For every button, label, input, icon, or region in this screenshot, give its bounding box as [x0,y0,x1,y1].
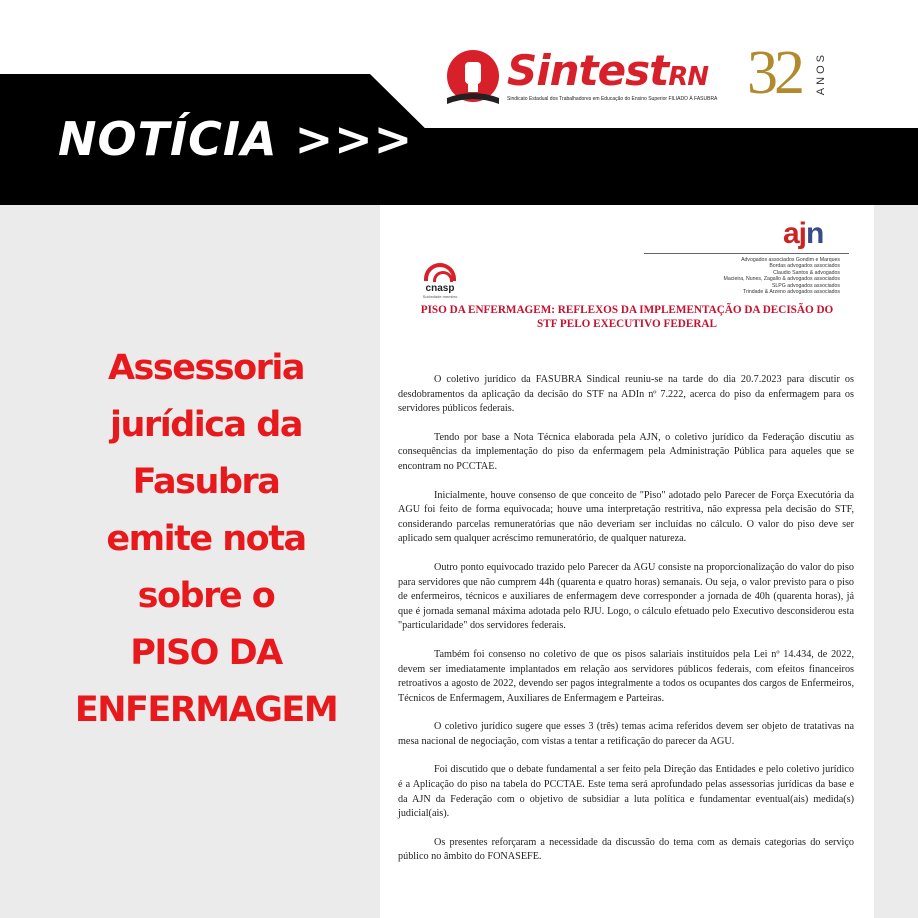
headline [0,340,412,739]
firm-name: Trindade & Arzeno advogados associados [743,289,840,296]
headline-line: Assessoria [107,348,305,388]
paragraph: O coletivo jurídico sugere que esses 3 (três) temas acima referidos devem ser objeto de tratativas na mesa nacional de negociação, com vistas a tentar a retificação do parecer da AGU. [398,721,854,747]
headline-line: ENFERMAGEM [74,690,338,730]
banner-label: NOTÍCIA >>> [58,112,414,166]
headline-line: Fasubra [132,462,280,502]
firm-name: Bordas advogados associados [769,263,840,270]
document-page [380,205,874,918]
firm-name: Macieira, Nunes, Zagallo & advogados associados [723,276,840,283]
anniversary-number: 32 [747,39,801,107]
cnasp-sub: Sociedade membro [422,294,458,299]
cnasp-logo [420,263,460,299]
headline-line: sobre o [137,576,275,616]
headline-line: jurídica da [110,405,302,445]
ajn-logo: ajn [783,217,824,250]
paragraph: Inicialmente, houve consenso de que conceito de "Piso" adotado pelo Parecer de Força Executória da AGU foi feito de forma equivocada; houve uma interpretação restritiva, não expressa pela decisão do STF, considerando parcelas remuneratórias que não deveriam ser incluídas no cálculo. O valor do piso deve ser aplicado sem qualquer acréscimo remuneratório, de qualquer natureza. [398,489,854,545]
ajn-divider [644,253,849,254]
logo-name: SintestRN [507,46,708,95]
document-title: PISO DA ENFERMAGEM: REFLEXOS DA IMPLEMENTAÇÃO DA DECISÃO DO STF PELO EXECUTIVO FEDERAL [420,304,834,330]
firm-name: SLPG advogados associados [771,282,840,289]
logo-suffix: RN [668,62,708,92]
paragraph: Outro ponto equivocado trazido pelo Parecer da AGU consiste na proporcionalização do valor do piso para servidores que não cumprem 44h (quarenta e quatro horas) semanais. Ou seja, o valor previsto para o piso de enfermeiros, técnicos e auxiliares de enfermagem deve corresponder a jornada de 40h (quarenta horas), já que é jornada semanal máxima adotada pelo RJU. Logo, o cálculo efetuado pelo Executivo desconsiderou esta "particularidade" dos servidores federais. [398,561,854,632]
firm-name: Claudio Santos & advogados [773,269,840,276]
headline-line: PISO DA [130,633,282,673]
anniversary-word: ANOS [815,52,827,96]
headline-line: emite nota [106,519,306,559]
cnasp-name: cnasp [425,283,455,294]
cnasp-arc-icon [424,263,456,281]
paragraph: Foi discutido que o debate fundamental a ser feito pela Direção das Entidades e pelo coletivo jurídico é a Aplicação do piso na tabela do PCCTAE. Este tema será aprofundado pelas assessorias jurídicas da base e da AJN da Federação com o objetivo de subsidiar a luta política e fundamentar eventual(ais) medida(s) judicial(ais). [398,764,854,820]
document-body [398,373,854,879]
law-firms-list [630,257,840,295]
sintest-logo [443,39,843,114]
logo-tagline: Sindicato Estadual dos Trabalhadores em Educação do Ensino Superior FILIADO À FASUBRA [507,96,718,102]
paragraph: Os presentes reforçaram a necessidade da discussão do tema com as demais categorias do serviço público no âmbito do FONASEFE. [398,836,854,863]
fist-emblem-icon [443,48,503,108]
paragraph: Tendo por base a Nota Técnica elaborada pela AJN, o coletivo jurídico da Federação discutiu as consequências da implementação do piso da enfermagem pela Administração Pública para aqueles que se encontram no PCCTAE. [398,431,854,472]
firm-name: Advogados associados Gondim e Marques [741,257,840,263]
paragraph: Também foi consenso no coletivo de que os pisos salariais instituídos pela Lei nº 14.434, de 2022, devem ser imediatamente implantados em relação aos servidores públicos federais, com efeitos financeiros retroativos a agosto de 2022, devendo ser pagos integralmente a todos os ocupantes dos cargos de Enfermeiros, Técnicos de Enfermagem, Auxiliares de Enfermagem e Parteiras. [398,648,854,704]
paragraph: O coletivo jurídico da FASUBRA Sindical reuniu-se na tarde do dia 20.7.2023 para discutir os desdobramentos da aplicação da decisão do STF na ADIn nº 7.222, acerca do piso da enfermagem para os servidores públicos federais. [398,374,854,415]
right-margin [874,205,918,918]
